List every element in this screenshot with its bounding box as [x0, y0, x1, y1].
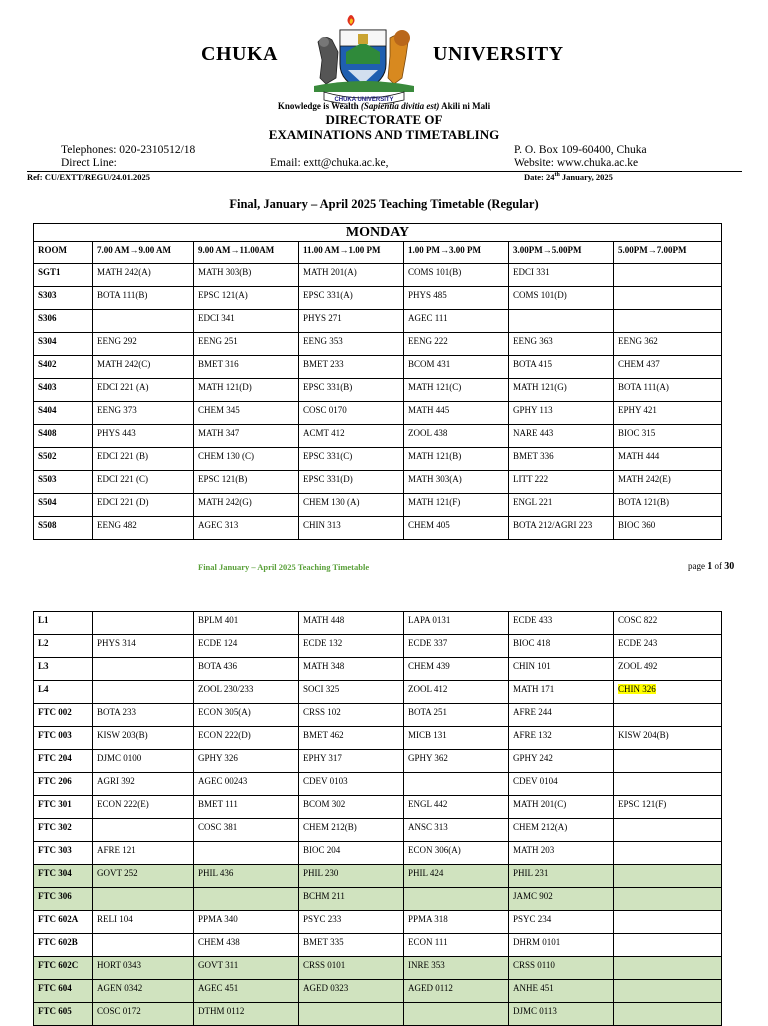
course-cell: CRSS 0101: [299, 957, 404, 980]
course-cell: ECDE 433: [509, 612, 614, 635]
room-cell: S304: [34, 333, 93, 356]
course-cell: CHEM 437: [614, 356, 722, 379]
table-row: [34, 934, 722, 957]
column-header: 3.00PM→5.00PM: [509, 242, 614, 264]
course-cell: BOTA 121(B): [614, 494, 722, 517]
table-row: [34, 727, 722, 750]
room-cell: FTC 302: [34, 819, 93, 842]
table-row: [34, 773, 722, 796]
room-cell: SGT1: [34, 264, 93, 287]
course-cell: ZOOL 438: [404, 425, 509, 448]
course-cell: ENGL 442: [404, 796, 509, 819]
course-cell: NARE 443: [509, 425, 614, 448]
course-cell: CDEV 0103: [299, 773, 404, 796]
course-cell: BMET 111: [194, 796, 299, 819]
course-cell: [614, 957, 722, 980]
course-cell: AGEN 0342: [93, 980, 194, 1003]
course-cell: EDCI 341: [194, 310, 299, 333]
column-header: 9.00 AM→11.00AM: [194, 242, 299, 264]
course-cell: EPSC 121(B): [194, 471, 299, 494]
course-cell: MATH 121(C): [404, 379, 509, 402]
course-cell: PHYS 271: [299, 310, 404, 333]
course-cell: BOTA 212/AGRI 223: [509, 517, 614, 540]
course-cell: EPSC 331(C): [299, 448, 404, 471]
course-cell: GOVT 311: [194, 957, 299, 980]
course-cell: [614, 773, 722, 796]
table-row: [34, 425, 722, 448]
course-cell: PHYS 485: [404, 287, 509, 310]
table-row: [34, 819, 722, 842]
course-cell: EDCI 331: [509, 264, 614, 287]
course-cell: [614, 911, 722, 934]
course-cell: KISW 204(B): [614, 727, 722, 750]
table-row: [34, 704, 722, 727]
table-row: [34, 842, 722, 865]
course-cell: BIOC 418: [509, 635, 614, 658]
course-cell: [194, 888, 299, 911]
course-cell: [404, 1003, 509, 1026]
course-cell: CRSS 0110: [509, 957, 614, 980]
course-cell: DJMC 0113: [509, 1003, 614, 1026]
course-cell: GPHY 326: [194, 750, 299, 773]
room-cell: S303: [34, 287, 93, 310]
table-row: [34, 448, 722, 471]
course-cell: CHEM 405: [404, 517, 509, 540]
course-cell: EDCI 221 (C): [93, 471, 194, 494]
room-cell: S503: [34, 471, 93, 494]
room-cell: L3: [34, 658, 93, 681]
course-cell: BOTA 111(B): [93, 287, 194, 310]
course-cell: CHEM 439: [404, 658, 509, 681]
course-cell: EPHY 421: [614, 402, 722, 425]
table-row: [34, 379, 722, 402]
table-row: [34, 865, 722, 888]
course-cell: [614, 865, 722, 888]
room-cell: L2: [34, 635, 93, 658]
course-cell: PHYS 314: [93, 635, 194, 658]
course-cell: BCOM 302: [299, 796, 404, 819]
course-cell: AGEC 111: [404, 310, 509, 333]
course-cell: AGED 0323: [299, 980, 404, 1003]
directorate-line2: EXAMINATIONS AND TIMETABLING: [268, 127, 500, 142]
course-cell: [614, 264, 722, 287]
table-row: [34, 517, 722, 540]
course-cell: KISW 203(B): [93, 727, 194, 750]
table-row: [34, 471, 722, 494]
course-cell: ECON 111: [404, 934, 509, 957]
room-cell: S403: [34, 379, 93, 402]
room-cell: FTC 304: [34, 865, 93, 888]
course-cell: EPSC 331(B): [299, 379, 404, 402]
timetable-page2: [33, 611, 722, 1026]
course-cell: MATH 242(E): [614, 471, 722, 494]
course-cell: BOTA 233: [93, 704, 194, 727]
course-cell: ACMT 412: [299, 425, 404, 448]
course-cell: MATH 121(G): [509, 379, 614, 402]
course-cell: [509, 310, 614, 333]
course-cell: [614, 980, 722, 1003]
header-chuka: CHUKA: [201, 43, 278, 65]
table-row: [34, 980, 722, 1003]
course-cell: MATH 121(F): [404, 494, 509, 517]
column-header: 1.00 PM→3.00 PM: [404, 242, 509, 264]
course-cell: ZOOL 492: [614, 658, 722, 681]
course-cell: LITT 222: [509, 471, 614, 494]
course-cell: [194, 842, 299, 865]
table-row: [34, 310, 722, 333]
course-cell: AFRE 244: [509, 704, 614, 727]
course-cell: BPLM 401: [194, 612, 299, 635]
room-cell: S404: [34, 402, 93, 425]
course-cell: COSC 381: [194, 819, 299, 842]
page-indicator: page 1 of 30: [688, 561, 735, 572]
course-cell: PPMA 318: [404, 911, 509, 934]
course-cell: CHEM 212(A): [509, 819, 614, 842]
table-row: [34, 750, 722, 773]
course-cell: EPHY 317: [299, 750, 404, 773]
course-cell: AGEC 451: [194, 980, 299, 1003]
course-cell: MATH 201(C): [509, 796, 614, 819]
course-cell: [614, 1003, 722, 1026]
course-cell: COMS 101(B): [404, 264, 509, 287]
crest-ribbon-text: CHUKA UNIVERSITY: [334, 97, 394, 103]
course-cell: COSC 0172: [93, 1003, 194, 1026]
course-cell: EENG 362: [614, 333, 722, 356]
course-cell: BOTA 111(A): [614, 379, 722, 402]
directorate-line1: DIRECTORATE OF: [325, 112, 443, 127]
table-row: [34, 796, 722, 819]
course-cell: EENG 482: [93, 517, 194, 540]
course-cell: BMET 233: [299, 356, 404, 379]
room-cell: FTC 002: [34, 704, 93, 727]
course-cell: BCOM 431: [404, 356, 509, 379]
university-crest-logo: [310, 12, 418, 104]
course-cell: AGED 0112: [404, 980, 509, 1003]
room-cell: FTC 301: [34, 796, 93, 819]
course-cell: EENG 222: [404, 333, 509, 356]
table-row: [34, 612, 722, 635]
course-cell: CHEM 212(B): [299, 819, 404, 842]
footer-title: Final January – April 2025 Teaching Timetable: [198, 562, 370, 572]
course-cell: MATH 348: [299, 658, 404, 681]
room-cell: FTC 602A: [34, 911, 93, 934]
course-cell: BIOC 315: [614, 425, 722, 448]
course-cell: PHYS 443: [93, 425, 194, 448]
course-cell: PPMA 340: [194, 911, 299, 934]
course-cell: MATH 121(D): [194, 379, 299, 402]
course-cell: [614, 819, 722, 842]
course-cell: LAPA 0131: [404, 612, 509, 635]
course-cell: SOCI 325: [299, 681, 404, 704]
course-cell: [93, 888, 194, 911]
course-cell: BMET 335: [299, 934, 404, 957]
course-cell: BIOC 360: [614, 517, 722, 540]
course-cell: EDCI 221 (D): [93, 494, 194, 517]
course-cell: ECDE 132: [299, 635, 404, 658]
room-cell: S402: [34, 356, 93, 379]
course-cell: COSC 0170: [299, 402, 404, 425]
course-cell: ECDE 124: [194, 635, 299, 658]
course-cell: AGEC 313: [194, 517, 299, 540]
course-cell: CHIN 101: [509, 658, 614, 681]
email: Email: extt@chuka.ac.ke,: [270, 157, 389, 169]
course-cell: CDEV 0104: [509, 773, 614, 796]
course-cell: [614, 681, 722, 704]
course-cell: [614, 934, 722, 957]
timetable-page1: [33, 223, 722, 540]
room-cell: L4: [34, 681, 93, 704]
course-cell: PHIL 424: [404, 865, 509, 888]
table-row: [34, 1003, 722, 1026]
room-cell: FTC 204: [34, 750, 93, 773]
course-cell: COMS 101(D): [509, 287, 614, 310]
course-cell: [404, 773, 509, 796]
course-cell: AFRE 132: [509, 727, 614, 750]
course-cell: [299, 1003, 404, 1026]
room-cell: FTC 602C: [34, 957, 93, 980]
course-cell: EPSC 331(A): [299, 287, 404, 310]
course-cell: EDCI 221 (B): [93, 448, 194, 471]
course-cell: INRE 353: [404, 957, 509, 980]
course-cell: PHIL 231: [509, 865, 614, 888]
course-cell: EENG 251: [194, 333, 299, 356]
course-cell: MATH 445: [404, 402, 509, 425]
room-cell: FTC 306: [34, 888, 93, 911]
table-row: [34, 494, 722, 517]
course-cell: MATH 448: [299, 612, 404, 635]
course-cell: ENGL 221: [509, 494, 614, 517]
course-cell: CHEM 130 (C): [194, 448, 299, 471]
course-cell: EENG 292: [93, 333, 194, 356]
header-divider: [27, 171, 742, 172]
course-cell: ECON 306(A): [404, 842, 509, 865]
website: Website: www.chuka.ac.ke: [514, 157, 639, 169]
room-cell: S504: [34, 494, 93, 517]
course-cell: MICB 131: [404, 727, 509, 750]
room-cell: L1: [34, 612, 93, 635]
course-cell: [93, 658, 194, 681]
course-cell: DTHM 0112: [194, 1003, 299, 1026]
course-cell: [93, 681, 194, 704]
room-cell: FTC 303: [34, 842, 93, 865]
course-cell: MATH 242(A): [93, 264, 194, 287]
course-cell: PHIL 436: [194, 865, 299, 888]
course-cell: CRSS 102: [299, 704, 404, 727]
course-cell: [93, 819, 194, 842]
room-cell: FTC 206: [34, 773, 93, 796]
course-cell: ANSC 313: [404, 819, 509, 842]
course-cell: EENG 373: [93, 402, 194, 425]
room-cell: FTC 602B: [34, 934, 93, 957]
course-cell: [614, 287, 722, 310]
room-cell: S502: [34, 448, 93, 471]
course-cell: AFRE 121: [93, 842, 194, 865]
course-cell: AGEC 00243: [194, 773, 299, 796]
course-cell: MATH 444: [614, 448, 722, 471]
course-cell: CHIN 313: [299, 517, 404, 540]
room-cell: FTC 605: [34, 1003, 93, 1026]
column-header: ROOM: [34, 242, 93, 264]
course-cell: BMET 316: [194, 356, 299, 379]
course-cell: PHIL 230: [299, 865, 404, 888]
course-cell: ECON 222(D): [194, 727, 299, 750]
course-cell: [614, 704, 722, 727]
course-cell: ECON 222(E): [93, 796, 194, 819]
course-cell: BOTA 415: [509, 356, 614, 379]
date: Date: 24th January, 2025: [524, 172, 613, 182]
course-cell: MATH 303(B): [194, 264, 299, 287]
table-row: [34, 957, 722, 980]
course-cell: [93, 934, 194, 957]
course-cell: [404, 888, 509, 911]
course-cell: MATH 201(A): [299, 264, 404, 287]
column-header: 5.00PM→7.00PM: [614, 242, 722, 264]
table-row: [34, 888, 722, 911]
ref-number: Ref: CU/EXTT/REGU/24.01.2025: [27, 172, 151, 182]
course-cell: [93, 310, 194, 333]
column-header: 7.00 AM→9.00 AM: [93, 242, 194, 264]
course-cell: MATH 303(A): [404, 471, 509, 494]
course-cell: CHEM 130 (A): [299, 494, 404, 517]
day-header: MONDAY: [34, 224, 722, 242]
course-cell: JAMC 902: [509, 888, 614, 911]
course-cell: EPSC 121(F): [614, 796, 722, 819]
course-cell: CHEM 438: [194, 934, 299, 957]
course-cell: EENG 363: [509, 333, 614, 356]
room-cell: FTC 003: [34, 727, 93, 750]
course-cell: ZOOL 412: [404, 681, 509, 704]
course-cell: MATH 242(G): [194, 494, 299, 517]
course-cell: RELI 104: [93, 911, 194, 934]
table-row: [34, 635, 722, 658]
table-row: [34, 658, 722, 681]
course-cell: EDCI 221 (A): [93, 379, 194, 402]
table-row: [34, 264, 722, 287]
highlighted-course: CHIN 326: [618, 684, 656, 694]
course-cell: MATH 203: [509, 842, 614, 865]
course-cell: HORT 0343: [93, 957, 194, 980]
course-cell: MATH 242(C): [93, 356, 194, 379]
course-cell: CHEM 345: [194, 402, 299, 425]
table-row: [34, 402, 722, 425]
course-cell: ZOOL 230/233: [194, 681, 299, 704]
course-cell: BOTA 436: [194, 658, 299, 681]
course-cell: BIOC 204: [299, 842, 404, 865]
table-row: [34, 333, 722, 356]
course-cell: [614, 842, 722, 865]
course-cell: GPHY 362: [404, 750, 509, 773]
course-cell: GOVT 252: [93, 865, 194, 888]
room-cell: S408: [34, 425, 93, 448]
timetable-title: Final, January – April 2025 Teaching Timetable (Regular): [229, 197, 539, 211]
course-cell: ECON 305(A): [194, 704, 299, 727]
course-cell: COSC 822: [614, 612, 722, 635]
table-row: [34, 911, 722, 934]
course-cell: EPSC 331(D): [299, 471, 404, 494]
course-cell: BMET 462: [299, 727, 404, 750]
course-cell: ECDE 337: [404, 635, 509, 658]
course-cell: DJMC 0100: [93, 750, 194, 773]
motto: Knowledge is Wealth (Sapientia divitia est) Akili ni Mali: [277, 101, 491, 111]
course-cell: BMET 336: [509, 448, 614, 471]
room-cell: FTC 604: [34, 980, 93, 1003]
room-cell: S508: [34, 517, 93, 540]
column-header: 11.00 AM→1.00 PM: [299, 242, 404, 264]
course-cell: DHRM 0101: [509, 934, 614, 957]
course-cell: GPHY 242: [509, 750, 614, 773]
course-cell: [93, 612, 194, 635]
room-cell: S306: [34, 310, 93, 333]
course-cell: MATH 347: [194, 425, 299, 448]
table-row: [34, 287, 722, 310]
course-cell: BOTA 251: [404, 704, 509, 727]
telephones: Telephones: 020-2310512/18: [61, 144, 196, 156]
course-cell: GPHY 113: [509, 402, 614, 425]
course-cell: ANHE 451: [509, 980, 614, 1003]
po-box: P. O. Box 109-60400, Chuka: [514, 144, 647, 156]
course-cell: BCHM 211: [299, 888, 404, 911]
course-cell: AGRI 392: [93, 773, 194, 796]
header-university: UNIVERSITY: [433, 43, 564, 65]
course-cell: [614, 750, 722, 773]
course-cell: MATH 121(B): [404, 448, 509, 471]
course-cell: PSYC 234: [509, 911, 614, 934]
table-row: [34, 681, 722, 704]
course-cell: [614, 310, 722, 333]
course-cell: MATH 171: [509, 681, 614, 704]
course-cell: EPSC 121(A): [194, 287, 299, 310]
course-cell: EENG 353: [299, 333, 404, 356]
course-cell: PSYC 233: [299, 911, 404, 934]
course-cell: ECDE 243: [614, 635, 722, 658]
table-row: [34, 356, 722, 379]
course-cell: [614, 888, 722, 911]
direct-line: Direct Line:: [61, 157, 117, 169]
